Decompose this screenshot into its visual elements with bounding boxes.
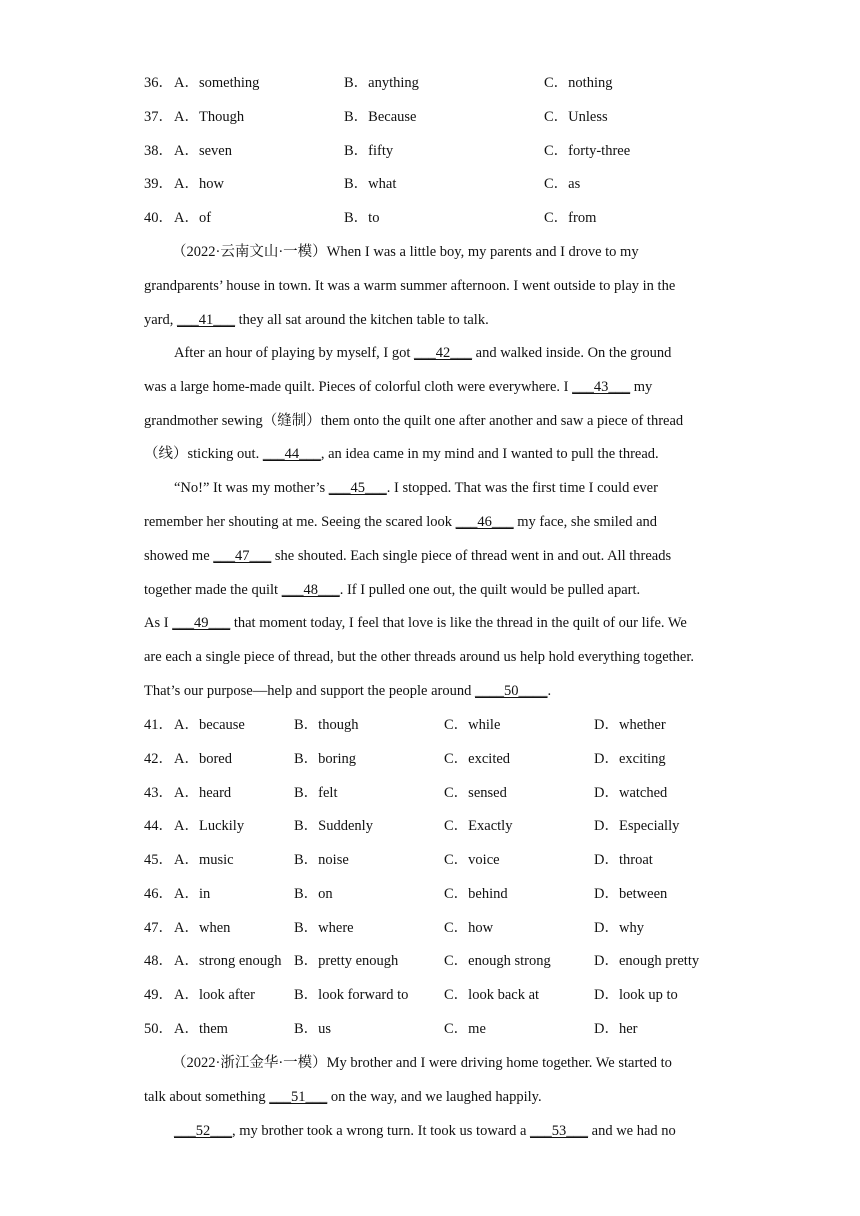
blank-42: ___42___ xyxy=(414,345,473,361)
text: my face, she smiled and xyxy=(513,514,657,530)
option-c: C．behind xyxy=(444,886,508,902)
option-d: D．why xyxy=(594,920,644,936)
option-a: A．of xyxy=(174,210,212,226)
option-b: B．noise xyxy=(294,852,349,868)
text: , an idea came in my mind and I wanted to pull the thread. xyxy=(320,446,659,462)
question-number: 47． xyxy=(144,920,173,936)
blank-48: ___48___ xyxy=(281,582,340,598)
option-b: B．on xyxy=(294,886,333,902)
option-c: C．Exactly xyxy=(444,818,513,834)
option-b: B．boring xyxy=(294,751,357,767)
blank-49: ___49___ xyxy=(172,615,231,631)
option-c: C．voice xyxy=(444,852,500,868)
text: . I stopped. That was the first time I could ever xyxy=(386,480,658,496)
question-number: 37． xyxy=(144,109,173,125)
blank-47: ___47___ xyxy=(213,548,272,564)
text: my xyxy=(630,379,653,395)
option-a: A．bored xyxy=(174,751,232,767)
option-a: A．Luckily xyxy=(174,818,245,834)
blank-45: ___45___ xyxy=(328,480,387,496)
question-number: 40． xyxy=(144,210,173,226)
text: that moment today, I feel that love is like the thread in the quilt of our life. We xyxy=(230,615,687,631)
blank-51: ___51___ xyxy=(269,1089,328,1105)
question-number: 50． xyxy=(144,1021,173,1037)
passage-line xyxy=(144,580,640,600)
text: talk about something xyxy=(144,1089,270,1105)
text: . xyxy=(547,683,552,699)
option-a: A．seven xyxy=(174,143,232,159)
text: . If I pulled one out, the quilt would be pulled apart. xyxy=(339,582,641,598)
passage-line xyxy=(174,478,658,498)
option-d: D．look up to xyxy=(594,987,678,1003)
text: and we had no xyxy=(588,1123,676,1139)
question-number: 43． xyxy=(144,785,173,801)
question-number: 39． xyxy=(144,176,173,192)
option-b: B．though xyxy=(294,717,359,733)
text: showed me xyxy=(144,548,214,564)
option-b: B．pretty enough xyxy=(294,953,399,969)
option-a: A．Though xyxy=(174,109,245,125)
option-a: A．when xyxy=(174,920,231,936)
text: on the way, and we laughed happily. xyxy=(327,1089,542,1105)
option-c: C．Unless xyxy=(544,109,608,125)
text: together made the quilt xyxy=(144,582,282,598)
blank-53: ___53___ xyxy=(530,1123,589,1139)
passage-line xyxy=(174,1121,676,1141)
option-b: B．look forward to xyxy=(294,987,409,1003)
passage-line xyxy=(174,343,671,363)
option-c: C．sensed xyxy=(444,785,507,801)
option-d: D．her xyxy=(594,1021,638,1037)
option-b: B．fifty xyxy=(344,143,394,159)
passage-line xyxy=(144,310,489,330)
option-b: B．us xyxy=(294,1021,332,1037)
blank-43: ___43___ xyxy=(572,379,631,395)
option-a: A．in xyxy=(174,886,211,902)
blank-41: ___41___ xyxy=(177,312,236,328)
question-number: 36． xyxy=(144,75,173,91)
text: , my brother took a wrong turn. It took us toward a xyxy=(232,1123,531,1139)
text: That’s our purpose—help and support the people around xyxy=(144,683,476,699)
option-a: A．heard xyxy=(174,785,232,801)
option-d: D．whether xyxy=(594,717,666,733)
passage-line: （2022·浙江金华·一模）My brother and I were driving home together. We started to xyxy=(172,1055,672,1071)
option-c: C．while xyxy=(444,717,501,733)
passage-line: （2022·云南文山·一模）When I was a little boy, my parents and I drove to my xyxy=(172,244,639,260)
passage-line: grandmother sewing（缝制）them onto the quilt one after another and saw a piece of thread xyxy=(144,413,684,429)
option-b: B．anything xyxy=(344,75,419,91)
option-b: B．where xyxy=(294,920,354,936)
option-d: D．Especially xyxy=(594,818,680,834)
question-number: 46． xyxy=(144,886,173,902)
option-d: D．exciting xyxy=(594,751,666,767)
passage-line xyxy=(144,1087,542,1107)
option-a: A．look after xyxy=(174,987,255,1003)
text: （线）sticking out. xyxy=(144,446,263,462)
question-number: 44． xyxy=(144,818,173,834)
option-c: C．how xyxy=(444,920,494,936)
blank-52: ___52___ xyxy=(174,1123,232,1139)
option-c: C．look back at xyxy=(444,987,540,1003)
passage-line xyxy=(144,377,652,397)
option-a: A．how xyxy=(174,176,224,192)
option-c: C．enough strong xyxy=(444,953,551,969)
option-b: B．what xyxy=(344,176,397,192)
option-b: B．to xyxy=(344,210,380,226)
question-number: 45． xyxy=(144,852,173,868)
option-a: A．strong enough xyxy=(174,953,282,969)
option-a: A．them xyxy=(174,1021,228,1037)
option-c: C．me xyxy=(444,1021,486,1037)
blank-50: ____50____ xyxy=(475,683,548,699)
passage-line xyxy=(144,613,687,633)
question-number: 42． xyxy=(144,751,173,767)
text: they all sat around the kitchen table to talk. xyxy=(235,312,489,328)
option-c: C．nothing xyxy=(544,75,613,91)
blank-44: ___44___ xyxy=(262,446,321,462)
question-number: 48． xyxy=(144,953,173,969)
option-b: B．Because xyxy=(344,109,417,125)
option-a: A．something xyxy=(174,75,260,91)
option-d: D．watched xyxy=(594,785,668,801)
text: After an hour of playing by myself, I got xyxy=(174,345,415,361)
text: and walked inside. On the ground xyxy=(472,345,672,361)
text: she shouted. Each single piece of thread went in and out. All threads xyxy=(271,548,672,564)
text: remember her shouting at me. Seeing the scared look xyxy=(144,514,456,530)
option-d: D．enough pretty xyxy=(594,953,700,969)
question-number: 49． xyxy=(144,987,173,1003)
option-c: C．forty-three xyxy=(544,143,631,159)
text: As I xyxy=(144,615,173,631)
passage-line: grandparents’ house in town. It was a warm summer afternoon. I went outside to play in the xyxy=(144,278,676,294)
passage-line: are each a single piece of thread, but the other threads around us help hold everything together. xyxy=(144,649,694,665)
option-c: C．as xyxy=(544,176,581,192)
text: was a large home-made quilt. Pieces of colorful cloth were everywhere. I xyxy=(144,379,573,395)
blank-46: ___46___ xyxy=(455,514,514,530)
passage-line xyxy=(144,681,551,701)
option-c: C．excited xyxy=(444,751,511,767)
passage-line xyxy=(144,444,659,464)
passage-line xyxy=(144,512,657,532)
passage-line xyxy=(144,546,671,566)
question-number: 41． xyxy=(144,717,173,733)
option-d: D．between xyxy=(594,886,668,902)
option-b: B．Suddenly xyxy=(294,818,373,834)
text: yard, xyxy=(144,312,178,328)
option-a: A．music xyxy=(174,852,234,868)
text: “No!” It was my mother’s xyxy=(174,480,329,496)
question-number: 38． xyxy=(144,143,173,159)
option-a: A．because xyxy=(174,717,245,733)
option-c: C．from xyxy=(544,210,597,226)
option-b: B．felt xyxy=(294,785,338,801)
option-d: D．throat xyxy=(594,852,653,868)
